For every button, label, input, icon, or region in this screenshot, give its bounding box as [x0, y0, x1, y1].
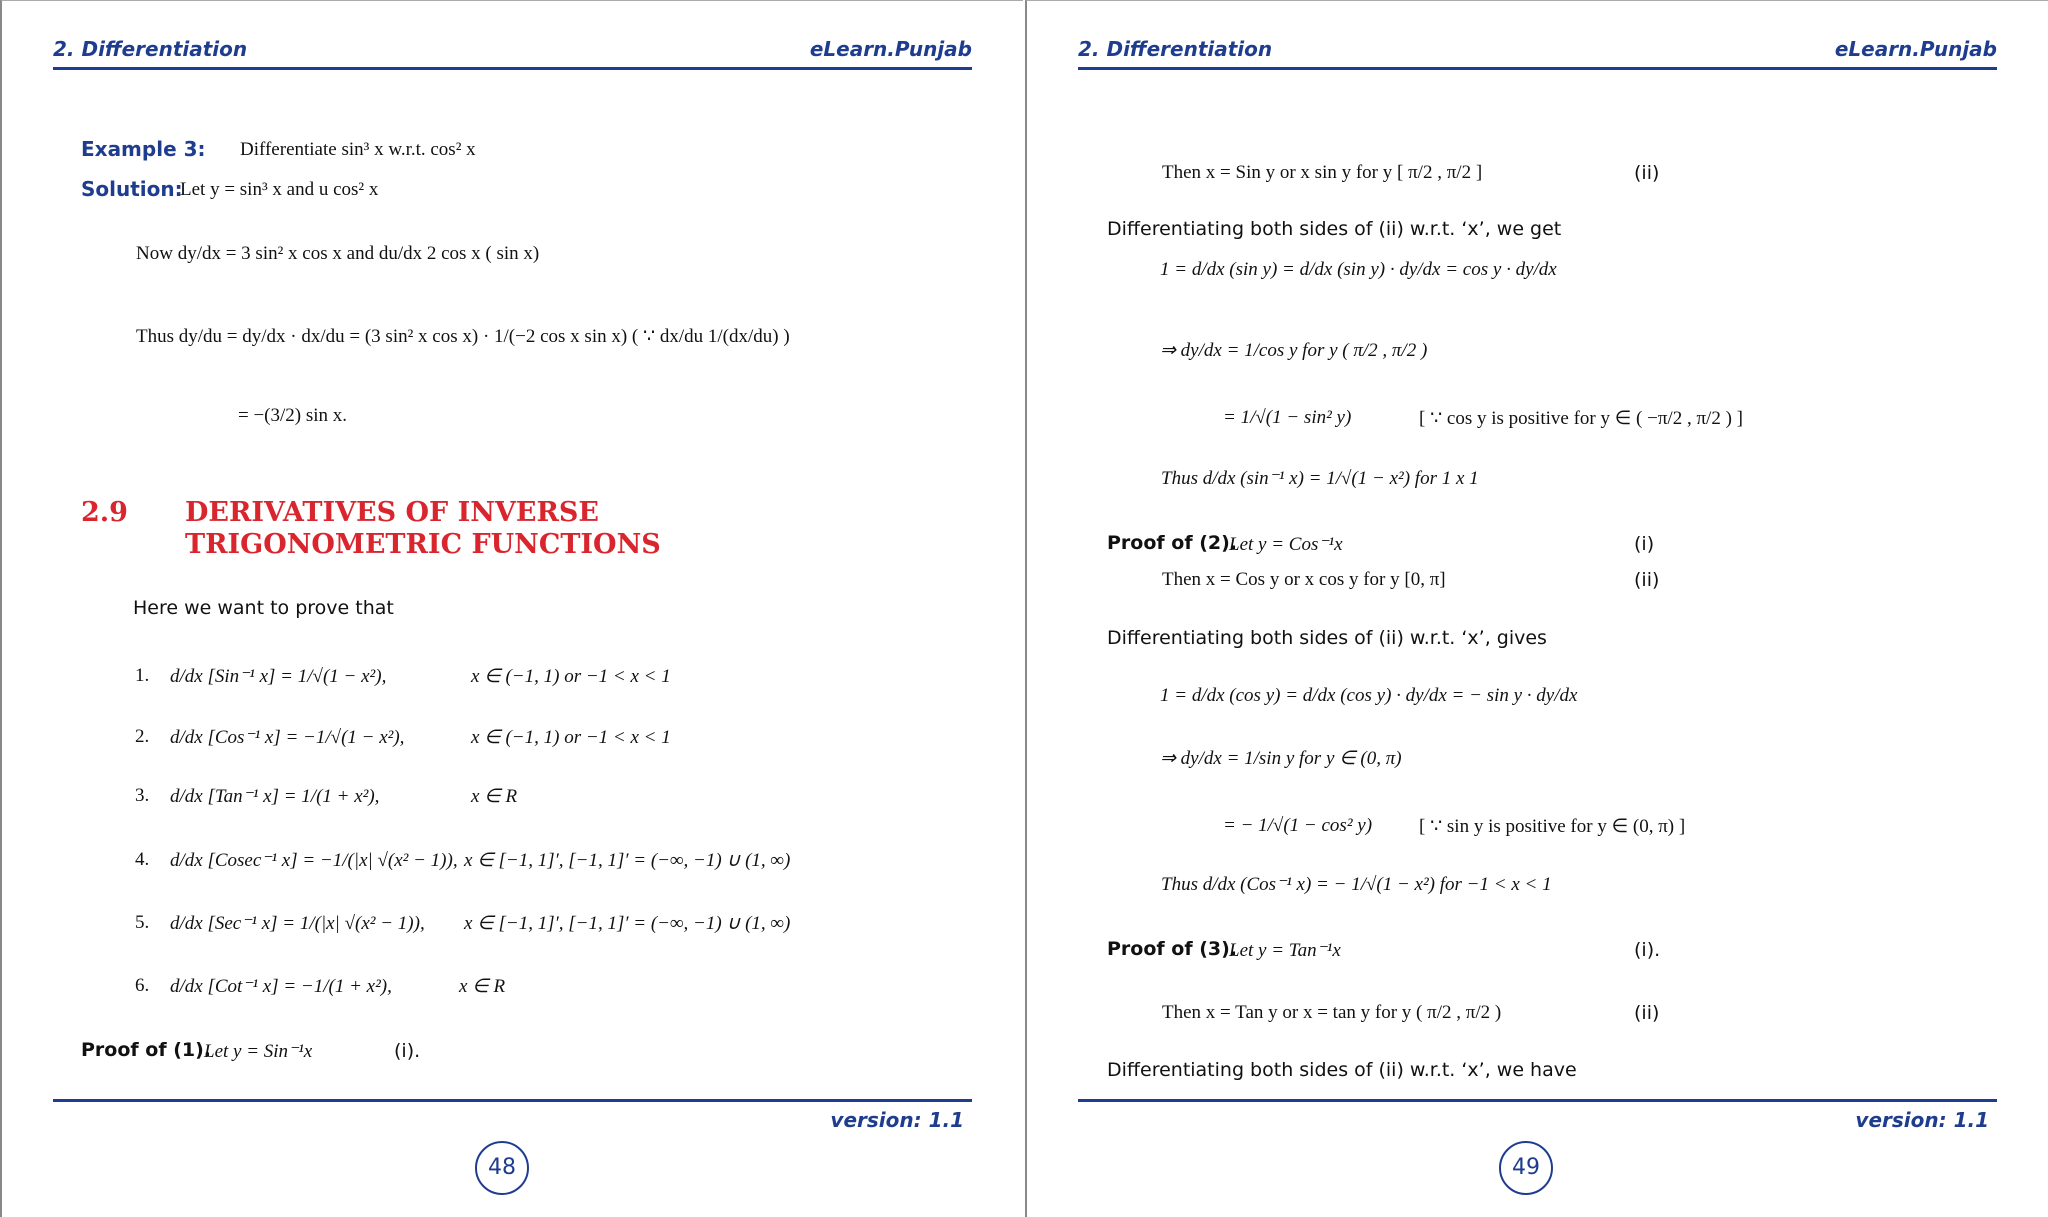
- formula-number: 5.: [135, 912, 150, 933]
- section-number: 2.9: [81, 497, 128, 528]
- eq1-line: 1 = d/dx (sin y) = d/dx (sin y) · dy/dx = cos y · dy/dx: [1160, 259, 1557, 280]
- proof2-label: Proof of (2).: [1107, 532, 1238, 554]
- intro-text: Here we want to prove that: [133, 597, 394, 619]
- then2-text: Then x = Cos y or x cos y for y [0, π]: [1162, 569, 1446, 590]
- formula-expression: d/dx [Cos⁻¹ x] = −1/√(1 − x²),: [170, 727, 405, 748]
- formula-condition: x ∈ [−1, 1]′, [−1, 1]′ = (−∞, −1) ∪ (1, ∞): [464, 913, 791, 934]
- chapter-title: 2. Differentiation: [1078, 37, 1273, 61]
- formula-condition: x ∈ [−1, 1]′, [−1, 1]′ = (−∞, −1) ∪ (1, ∞): [464, 850, 791, 871]
- page-header: [53, 37, 972, 70]
- formula-number: 4.: [135, 849, 150, 870]
- formula-condition: x ∈ (−1, 1) or −1 < x < 1: [471, 727, 671, 748]
- solution-result-line: = −(3/2) sin x.: [238, 405, 348, 426]
- page-header: [1078, 37, 1997, 70]
- solution-let-line: Let y = sin³ x and u cos² x: [180, 179, 379, 200]
- solution-now-line: Now dy/dx = 3 sin² x cos x and du/dx 2 cos x ( sin x): [136, 243, 540, 264]
- example-label: Example 3:: [81, 137, 206, 161]
- formula-number: 3.: [135, 785, 150, 806]
- solution-thus-line: Thus dy/du = dy/dx · dx/du = (3 sin² x cos x) · 1/(−2 cos x sin x) ( ∵ dx/du 1/(dx/du) ): [136, 326, 790, 347]
- eq3-line: = 1/√(1 − sin² y): [1223, 407, 1352, 428]
- section-title-line1: DERIVATIVES OF INVERSE: [185, 497, 599, 528]
- eq6-note: [ ∵ sin y is positive for y ∈ (0, π) ]: [1419, 816, 1686, 837]
- brand-name: eLearn.Punjab: [809, 37, 972, 61]
- formula-condition: x ∈ (−1, 1) or −1 < x < 1: [471, 666, 671, 687]
- eq2-line: ⇒ dy/dx = 1/cos y for y ( π/2 , π/2 ): [1160, 340, 1428, 361]
- page-left: [0, 0, 1023, 1217]
- page-footer: [53, 1099, 972, 1132]
- version-label: version: 1.1: [1855, 1108, 1989, 1132]
- section-title-line2: TRIGONOMETRIC FUNCTIONS: [185, 529, 661, 560]
- diff2-text: Differentiating both sides of (ii) w.r.t. ‘x’, gives: [1107, 627, 1547, 649]
- proof1-tag: (i).: [394, 1040, 421, 1062]
- eq4-line: 1 = d/dx (cos y) = d/dx (cos y) · dy/dx = − sin y · dy/dx: [1160, 685, 1578, 706]
- formula-number: 2.: [135, 726, 150, 747]
- proof1-label: Proof of (1).: [81, 1039, 212, 1061]
- formula-expression: d/dx [Cot⁻¹ x] = −1/(1 + x²),: [170, 976, 392, 997]
- proof2-tag: (i): [1634, 533, 1655, 555]
- brand-name: eLearn.Punjab: [1834, 37, 1997, 61]
- proof3-label: Proof of (3).: [1107, 938, 1238, 960]
- version-label: version: 1.1: [830, 1108, 964, 1132]
- eq6-line: = − 1/√(1 − cos² y): [1223, 815, 1373, 836]
- then3-tag: (ii): [1634, 1002, 1660, 1024]
- page-number-badge: 49: [1499, 1141, 1553, 1195]
- proof1-text: Let y = Sin⁻¹x: [204, 1041, 313, 1062]
- formula-number: 6.: [135, 975, 150, 996]
- eq5-line: ⇒ dy/dx = 1/sin y for y ∈ (0, π): [1160, 748, 1402, 769]
- then1-text: Then x = Sin y or x sin y for y [ π/2 , π/2 ]: [1162, 162, 1483, 183]
- formula-expression: d/dx [Sin⁻¹ x] = 1/√(1 − x²),: [170, 666, 387, 687]
- formula-expression: d/dx [Cosec⁻¹ x] = −1/(|x| √(x² − 1)),: [170, 850, 458, 871]
- page-right: [1025, 0, 2048, 1217]
- page-number-badge: 48: [475, 1141, 529, 1195]
- formula-number: 1.: [135, 665, 150, 686]
- formula-expression: d/dx [Tan⁻¹ x] = 1/(1 + x²),: [170, 786, 380, 807]
- proof3-tag: (i).: [1634, 939, 1661, 961]
- eq3-note: [ ∵ cos y is positive for y ∈ ( −π/2 , π/2 ) ]: [1419, 408, 1743, 429]
- then3-text: Then x = Tan y or x = tan y for y ( π/2 , π/2 ): [1162, 1002, 1502, 1023]
- thus1-line: Thus d/dx (sin⁻¹ x) = 1/√(1 − x²) for 1 x 1: [1161, 468, 1479, 489]
- formula-condition: x ∈ R: [459, 976, 506, 997]
- diff3-text: Differentiating both sides of (ii) w.r.t. ‘x’, we have: [1107, 1059, 1577, 1081]
- formula-condition: x ∈ R: [471, 786, 518, 807]
- solution-label: Solution:: [81, 177, 183, 201]
- page-footer: [1078, 1099, 1997, 1132]
- then2-tag: (ii): [1634, 569, 1660, 591]
- chapter-title: 2. Differentiation: [53, 37, 248, 61]
- then1-tag: (ii): [1634, 162, 1660, 184]
- formula-expression: d/dx [Sec⁻¹ x] = 1/(|x| √(x² − 1)),: [170, 913, 425, 934]
- thus2-line: Thus d/dx (Cos⁻¹ x) = − 1/√(1 − x²) for −1 < x < 1: [1161, 874, 1552, 895]
- proof3-text: Let y = Tan⁻¹x: [1229, 940, 1341, 961]
- example-prompt: Differentiate sin³ x w.r.t. cos² x: [240, 139, 476, 160]
- diff1-text: Differentiating both sides of (ii) w.r.t. ‘x’, we get: [1107, 218, 1562, 240]
- proof2-text: Let y = Cos⁻¹x: [1229, 534, 1343, 555]
